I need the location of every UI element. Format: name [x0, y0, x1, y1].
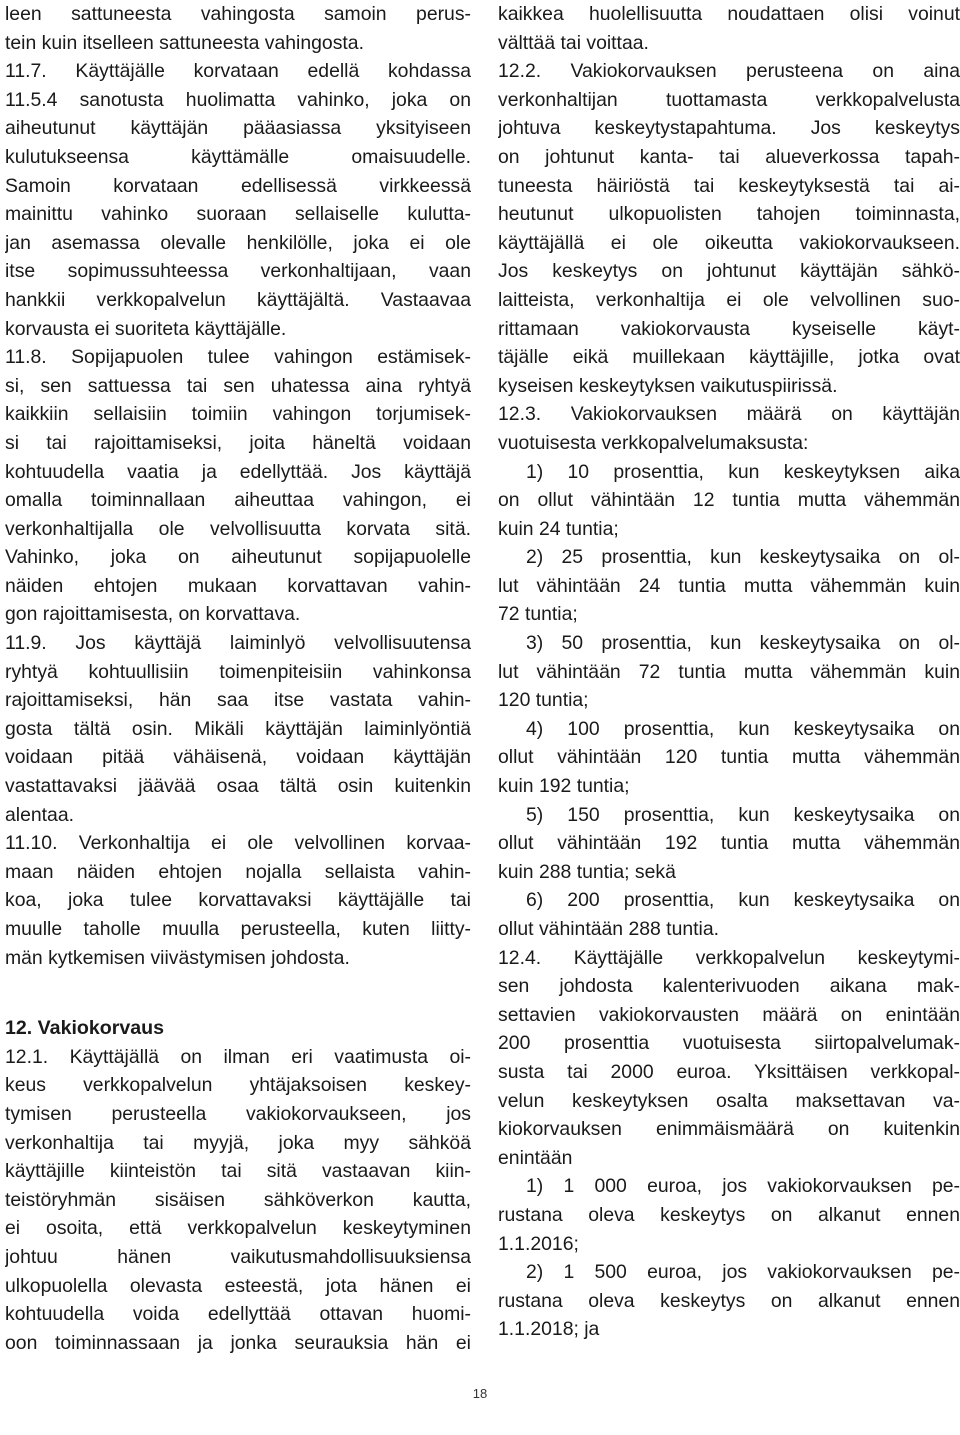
- text-line: gosta tältä osin. Mikäli käyttäjän laiminlyöntiä: [5, 717, 471, 740]
- page-number: 18: [472, 1386, 488, 1401]
- text-line: muulle taholle muulla perusteella, kuten liitty-: [5, 918, 471, 940]
- text-line: johtuu hänen vaikutusmahdollisuuksiensa: [5, 1245, 471, 1268]
- text-line: itse sopimussuhteessa verkonhaltijaan, vaan: [5, 260, 471, 283]
- text-line: ollut vähintään 288 tuntia.: [498, 918, 720, 940]
- text-line: jan asemassa olevalle henkilölle, joka ei ole: [5, 231, 471, 254]
- text-line: laitteista, verkonhaltija ei ole velvollinen suo-: [498, 288, 960, 311]
- spacer: [5, 972, 471, 1014]
- text-line: 3) 50 prosenttia, kun keskeytysaika on ol-: [526, 632, 960, 655]
- text-line: 1) 10 prosenttia, kun keskeytyksen aika: [526, 460, 960, 483]
- text-line: 1.1.2018; ja: [498, 1318, 600, 1341]
- text-line: kuin 24 tuntia;: [498, 517, 619, 540]
- text-line: mainittu vahinko suoraan sellaiselle kulutta-: [5, 203, 471, 226]
- text-line: kaikkea huolellisuutta noudattaen olisi voinut: [498, 3, 960, 25]
- text-line: 4) 100 prosenttia, kun keskeytysaika on: [526, 717, 960, 740]
- text-line: kulutukseensa käyttämälle omaisuudelle.: [5, 145, 471, 168]
- text-line: välttää tai voittaa.: [498, 31, 649, 54]
- text-line: gon rajoittamisesta, on korvattava.: [5, 603, 301, 626]
- text-line: voidaan pitää vähäisenä, voidaan käyttäjän: [5, 746, 471, 769]
- text-line: män kytkemisen viivästymisen johdosta.: [5, 946, 350, 969]
- text-line: tymisen perusteella vakiokorvaukseen, jos: [5, 1102, 471, 1125]
- text-line: rajoittamiseksi, hän saa itse vastata vahin-: [5, 689, 471, 712]
- text-line: ollut vähintään 192 tuntia mutta vähemmän: [498, 832, 960, 855]
- section-heading: 12. Vakiokorvaus: [5, 1017, 165, 1040]
- text-line: 12.2. Vakiokorvauksen perusteena on aina: [498, 60, 960, 83]
- text-line: kuin 192 tuntia;: [498, 775, 630, 798]
- text-line: ryhtyä kohtuullisiin toimenpiteisiin vahinkonsa: [5, 660, 471, 683]
- text-line: 11.10. Verkonhaltija ei ole velvollinen korvaa-: [5, 832, 471, 855]
- text-line: on johtunut kanta- tai alueverkossa tapah-: [498, 145, 960, 168]
- text-line: verkonhaltija tai myyjä, joka myy sähköä: [5, 1131, 471, 1154]
- text-line: 2) 1 500 euroa, jos vakiokorvauksen pe-: [526, 1261, 960, 1284]
- text-line: rustana oleva keskeytys on alkanut ennen: [498, 1203, 960, 1226]
- text-line: omalla toiminnallaan aiheuttaa vahingon, ei: [5, 489, 471, 512]
- text-line: käyttäjille kiinteistön tai sitä vastaavan kiin-: [5, 1160, 471, 1183]
- text-line: rittamaan vakiokorvausta kyseiselle käyt-: [498, 317, 960, 340]
- text-line: Jos keskeytys on johtunut käyttäjän sähkö-: [498, 260, 960, 283]
- text-line: kohtuudella voida edellyttää ottavan huomi-: [5, 1303, 471, 1326]
- text-line: susta tai 2000 euroa. Yksittäisen verkkopal-: [498, 1060, 960, 1083]
- text-line: vastattavaksi jäävää osaa tältä osin kuitenkin: [5, 775, 471, 798]
- text-line: hankkii verkkopalvelun käyttäjältä. Vastaavaa: [5, 288, 471, 311]
- text-line: 1) 1 000 euroa, jos vakiokorvauksen pe-: [526, 1175, 960, 1198]
- text-line: ulkopuolella olevasta esteestä, jota hänen ei: [5, 1274, 471, 1297]
- text-line: 72 tuntia;: [498, 603, 578, 626]
- text-line: leen sattuneesta vahingosta samoin perus-: [5, 3, 471, 25]
- text-line: 11.8. Sopijapuolen tulee vahingon estämisek-: [5, 346, 471, 369]
- text-line: 200 prosenttia vuotuisesta siirtopalvelumak-: [498, 1032, 960, 1055]
- text-line: 120 tuntia;: [498, 689, 589, 712]
- text-line: heutunut ulkopuolisten tahojen toiminnasta,: [498, 203, 960, 226]
- text-line: on ollut vähintään 12 tuntia mutta vähemmän: [498, 489, 960, 512]
- text-line: 1.1.2016;: [498, 1232, 579, 1255]
- text-line: johtuva keskeytystapahtuma. Jos keskeytys: [498, 117, 960, 140]
- text-line: täjälle eikä muillekaan käyttäjille, jotka ovat: [498, 346, 960, 369]
- text-line: kyseisen keskeytyksen vaikutuspiirissä.: [498, 374, 838, 397]
- text-line: ollut vähintään 120 tuntia mutta vähemmän: [498, 746, 960, 769]
- text-line: si tai rajoittamiseksi, joita häneltä voidaan: [5, 431, 471, 454]
- text-line: maan näiden ehtojen nojalla sellaista vahin-: [5, 860, 471, 883]
- text-line: korvausta ei suoriteta käyttäjälle.: [5, 317, 287, 340]
- text-line: 12.3. Vakiokorvauksen määrä on käyttäjän: [498, 403, 960, 426]
- text-line: keus verkkopalvelun yhtäjaksoisen keskey-: [5, 1074, 471, 1097]
- text-line: näiden ehtojen mukaan korvattavan vahin-: [5, 574, 471, 597]
- text-line: kohtuudella vaatia ja edellyttää. Jos käyttäjä: [5, 460, 471, 483]
- text-line: si, sen sattuessa tai sen uhatessa aina ryhtyä: [5, 374, 471, 397]
- text-line: sen johdosta kalenterivuoden aikana mak-: [498, 975, 960, 998]
- left-column: [5, 0, 471, 1357]
- text-line: 12.4. Käyttäjälle verkkopalvelun keskeytymi-: [498, 946, 960, 969]
- text-line: vuotuisesta verkkopalvelumaksusta:: [498, 431, 809, 454]
- text-line: velun keskeytyksen osalta maksettavan va-: [498, 1089, 960, 1112]
- text-line: Samoin korvataan edellisessä virkkeessä: [5, 174, 471, 197]
- text-line: 11.9. Jos käyttäjä laiminlyö velvollisuutensa: [5, 632, 471, 655]
- text-line: verkonhaltijalla ole velvollisuutta korvata sitä.: [5, 517, 471, 540]
- text-line: oon toiminnassaan ja jonka seurauksia hän ei: [5, 1331, 471, 1354]
- text-line: tein kuin itselleen sattuneesta vahingosta.: [5, 31, 364, 54]
- text-line: Vahinko, joka on aiheutunut sopijapuolelle: [5, 546, 471, 569]
- text-line: verkonhaltijan tuottamasta verkkopalvelusta: [498, 88, 960, 111]
- text-line: 11.5.4 sanotusta huolimatta vahinko, joka on: [5, 88, 471, 111]
- text-line: 2) 25 prosenttia, kun keskeytysaika on ol-: [526, 546, 960, 569]
- text-line: kiokorvauksen enimmäismäärä on kuitenkin: [498, 1118, 960, 1141]
- text-line: lut vähintään 72 tuntia mutta vähemmän kuin: [498, 660, 960, 683]
- text-line: kaikkiin sellaisiin toimiin vahingon torjumisek-: [5, 403, 471, 426]
- text-line: 5) 150 prosenttia, kun keskeytysaika on: [526, 803, 960, 826]
- text-line: kuin 288 tuntia; sekä: [498, 860, 676, 883]
- text-line: ei osoita, että verkkopalvelun keskeytyminen: [5, 1217, 471, 1240]
- text-line: enintään: [498, 1146, 573, 1169]
- text-line: alentaa.: [5, 803, 75, 826]
- text-line: settavien vakiokorvausten määrä on enintään: [498, 1003, 960, 1026]
- text-line: tuneesta häiriöstä tai keskeytyksestä tai ai-: [498, 174, 960, 197]
- text-line: 11.7. Käyttäjälle korvataan edellä kohdassa: [5, 60, 471, 83]
- text-line: lut vähintään 24 tuntia mutta vähemmän kuin: [498, 574, 960, 597]
- text-line: aiheutunut käyttäjän pääasiassa yksityiseen: [5, 117, 471, 140]
- text-line: rustana oleva keskeytys on alkanut ennen: [498, 1289, 960, 1312]
- right-column: [498, 0, 960, 1344]
- text-line: teistöryhmän sisäisen sähköverkon kautta,: [5, 1188, 471, 1211]
- text-line: 12.1. Käyttäjällä on ilman eri vaatimusta oi-: [5, 1045, 471, 1068]
- text-line: koa, joka tulee korvattavaksi käyttäjälle tai: [5, 889, 471, 912]
- text-line: 6) 200 prosenttia, kun keskeytysaika on: [526, 889, 960, 912]
- text-line: käyttäjällä ei ole oikeutta vakiokorvaukseen.: [498, 231, 960, 254]
